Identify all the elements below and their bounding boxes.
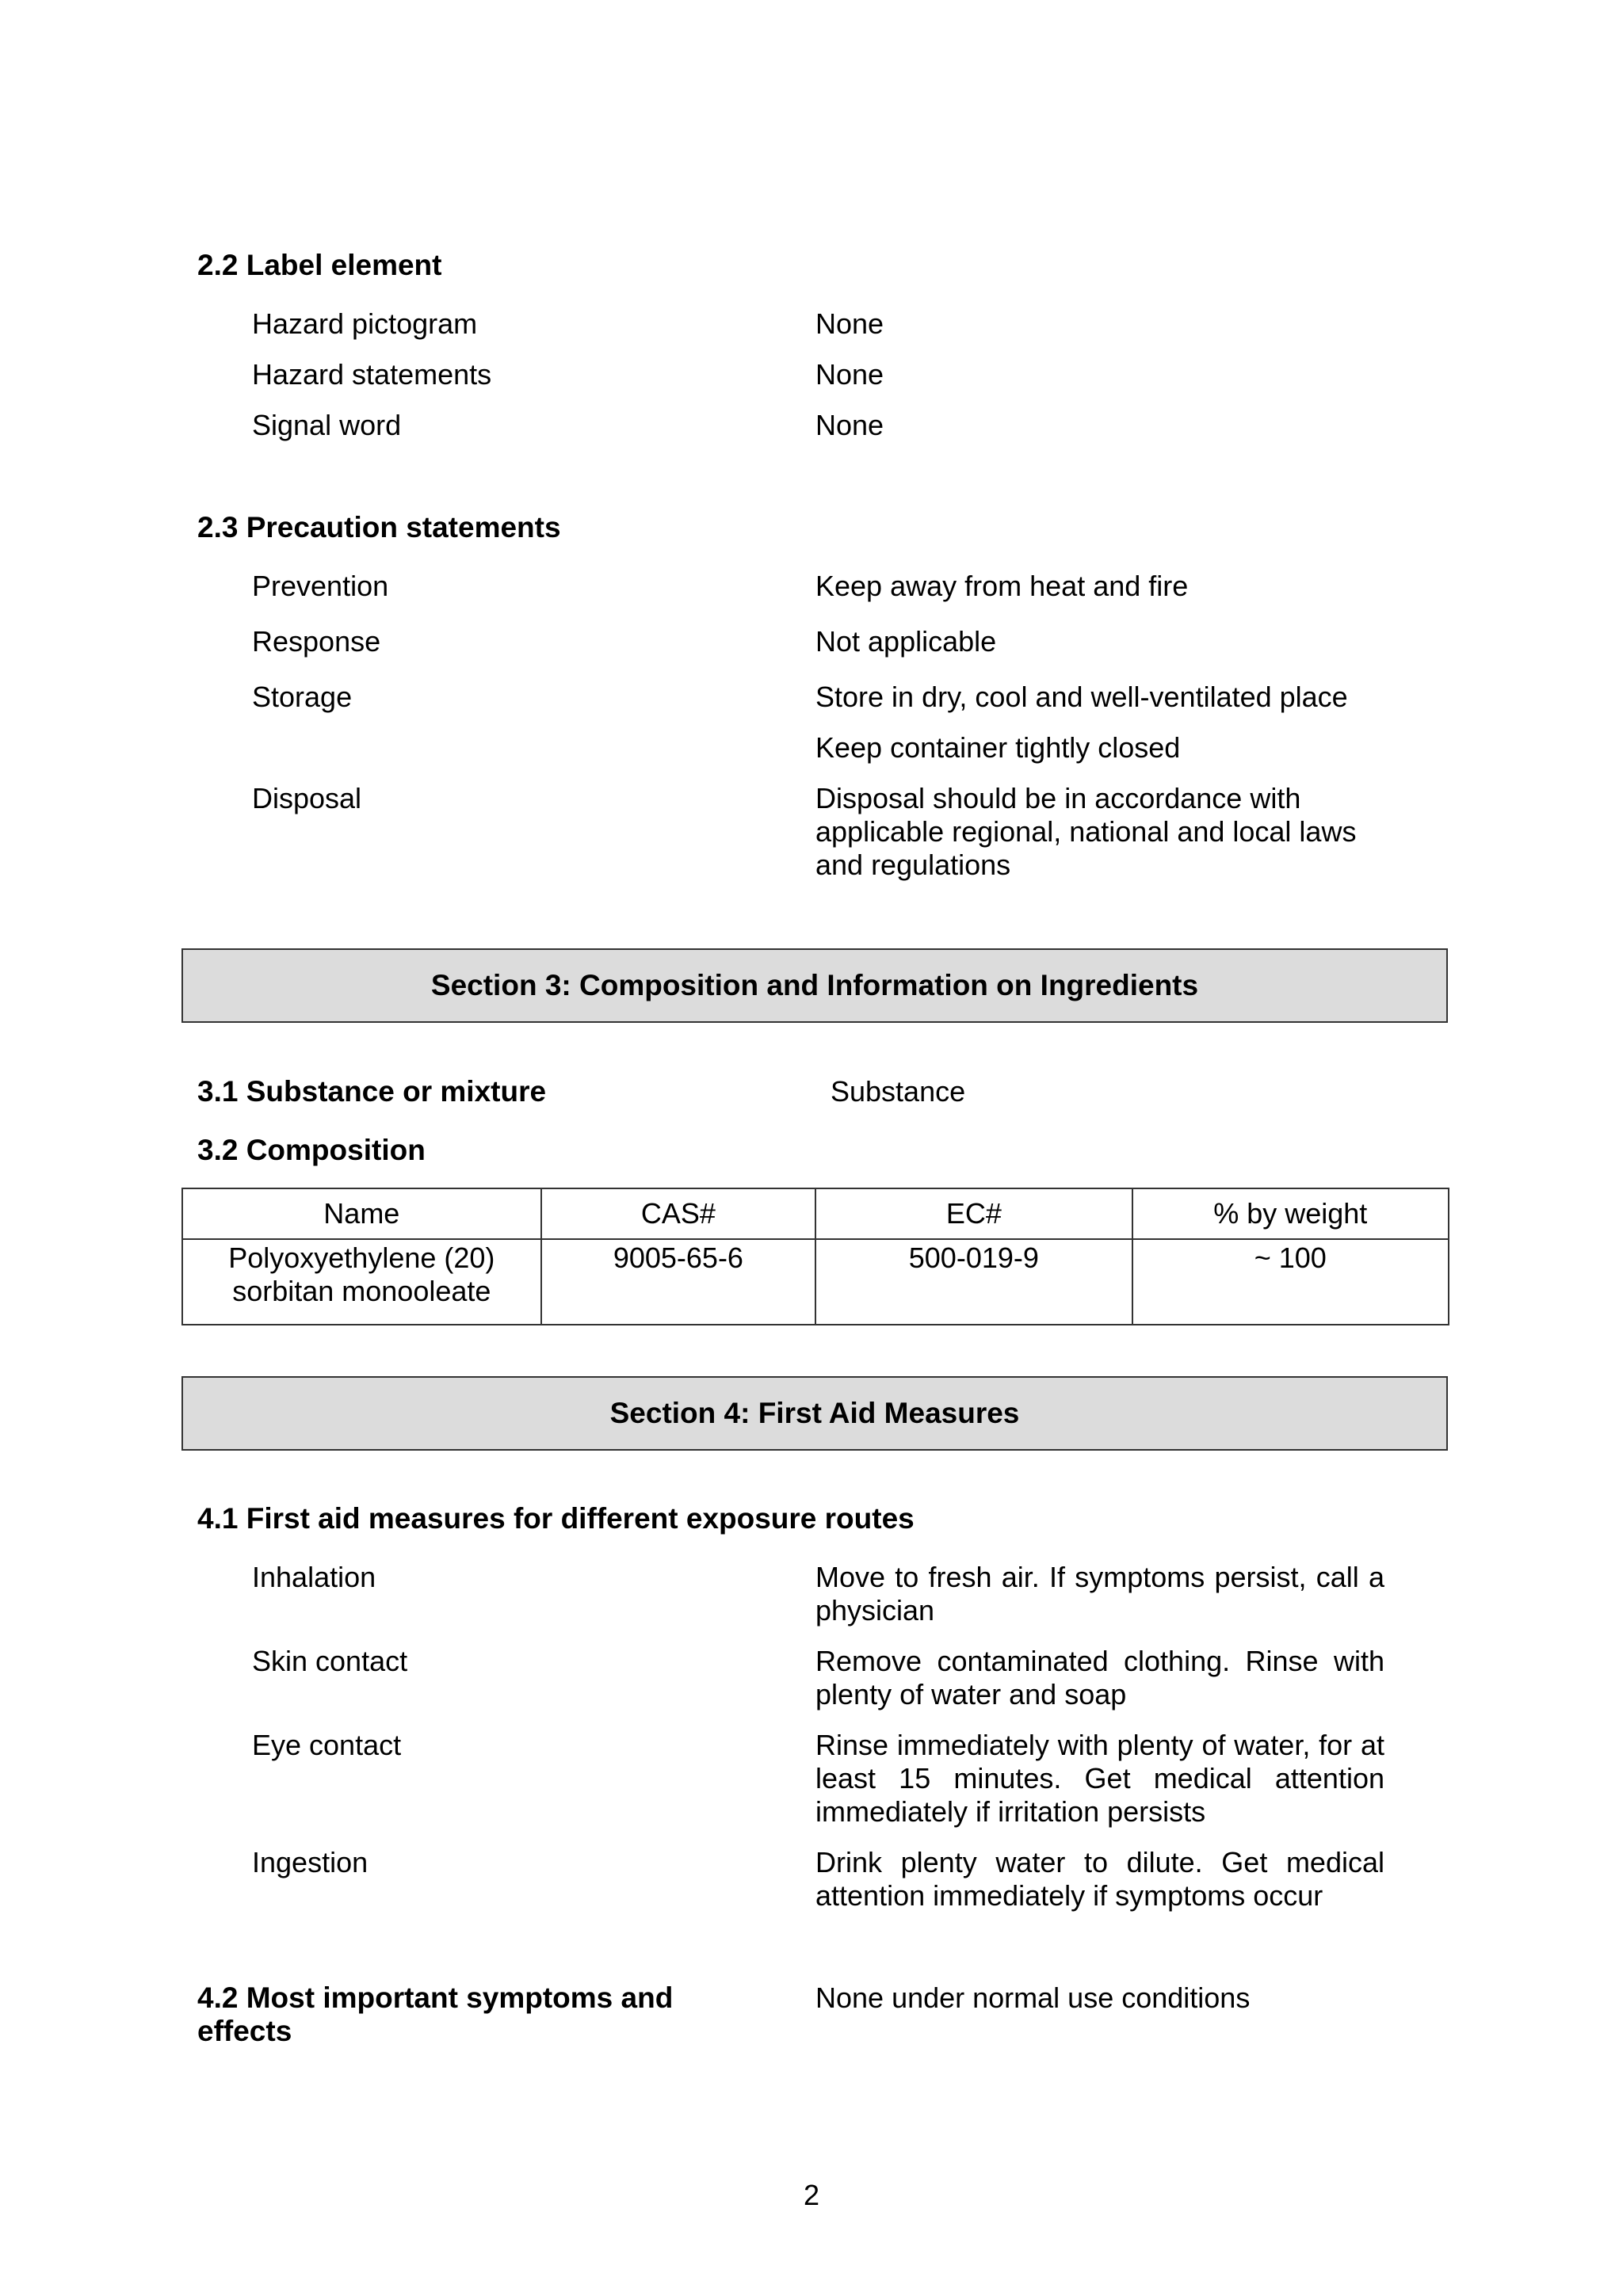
prevention-value: Keep away from heat and fire <box>815 570 1189 602</box>
symptoms-effects-value: None under normal use conditions <box>815 1981 1251 2014</box>
cell-name-line-1: Polyoxyethylene (20) <box>228 1241 495 1274</box>
storage-value-1: Store in dry, cool and well-ventilated place <box>815 681 1348 713</box>
section-2-2-heading: 2.2 Label element <box>197 249 442 281</box>
section-4-2-heading-line-2: effects <box>197 2015 292 2047</box>
skin-contact-label: Skin contact <box>252 1645 408 1677</box>
composition-table <box>181 1188 1449 1325</box>
eye-contact-value: Rinse immediately with plenty of water, for at least 15 minutes. Get medical attention immediately if irritation persists <box>815 1729 1384 1828</box>
section-3-2-heading: 3.2 Composition <box>197 1134 426 1166</box>
response-value: Not applicable <box>815 625 997 658</box>
response-label: Response <box>252 625 381 658</box>
column-header-ec: EC# <box>815 1188 1132 1239</box>
cell-name-line-2: sorbitan monooleate <box>232 1275 491 1307</box>
section-4-1-heading: 4.1 First aid measures for different exposure routes <box>197 1502 915 1535</box>
section-4-2-heading-line-1: 4.2 Most important symptoms and <box>197 1981 674 2014</box>
hazard-statements-value: None <box>815 358 884 391</box>
cell-name <box>182 1239 541 1325</box>
disposal-label: Disposal <box>252 782 362 814</box>
cell-cas: 9005-65-6 <box>541 1239 816 1325</box>
table-header-row <box>182 1188 1449 1239</box>
section-4-banner <box>181 1376 1448 1451</box>
hazard-pictogram-value: None <box>815 307 884 340</box>
prevention-label: Prevention <box>252 570 389 602</box>
column-header-weight: % by weight <box>1132 1188 1449 1239</box>
cell-weight: ~ 100 <box>1132 1239 1449 1325</box>
storage-value-2: Keep container tightly closed <box>815 731 1181 764</box>
section-2-3-heading: 2.3 Precaution statements <box>197 511 561 543</box>
ingestion-value: Drink plenty water to dilute. Get medical attention immediately if symptoms occur <box>815 1846 1384 1912</box>
section-3-1-heading: 3.1 Substance or mixture <box>197 1075 547 1108</box>
cell-ec: 500-019-9 <box>815 1239 1132 1325</box>
ingestion-label: Ingestion <box>252 1846 369 1878</box>
section-3-title: Section 3: Composition and Information on Ingredients <box>430 969 1199 1001</box>
inhalation-label: Inhalation <box>252 1561 376 1593</box>
column-header-cas: CAS# <box>541 1188 816 1239</box>
hazard-pictogram-label: Hazard pictogram <box>252 307 478 340</box>
disposal-value: Disposal should be in accordance with applicable regional, national and local laws and regulations <box>815 782 1357 881</box>
signal-word-value: None <box>815 409 884 441</box>
eye-contact-label: Eye contact <box>252 1729 402 1761</box>
signal-word-label: Signal word <box>252 409 402 441</box>
storage-label: Storage <box>252 681 353 713</box>
substance-or-mixture-value: Substance <box>831 1075 966 1108</box>
column-header-name: Name <box>182 1188 541 1239</box>
section-4-title: Section 4: First Aid Measures <box>609 1397 1020 1429</box>
section-3-banner <box>181 948 1448 1023</box>
table-row <box>182 1239 1449 1325</box>
hazard-statements-label: Hazard statements <box>252 358 492 391</box>
page-number: 2 <box>803 2179 820 2211</box>
inhalation-value: Move to fresh air. If symptoms persist, call a physician <box>815 1561 1384 1627</box>
skin-contact-value: Remove contaminated clothing. Rinse with plenty of water and soap <box>815 1645 1384 1711</box>
